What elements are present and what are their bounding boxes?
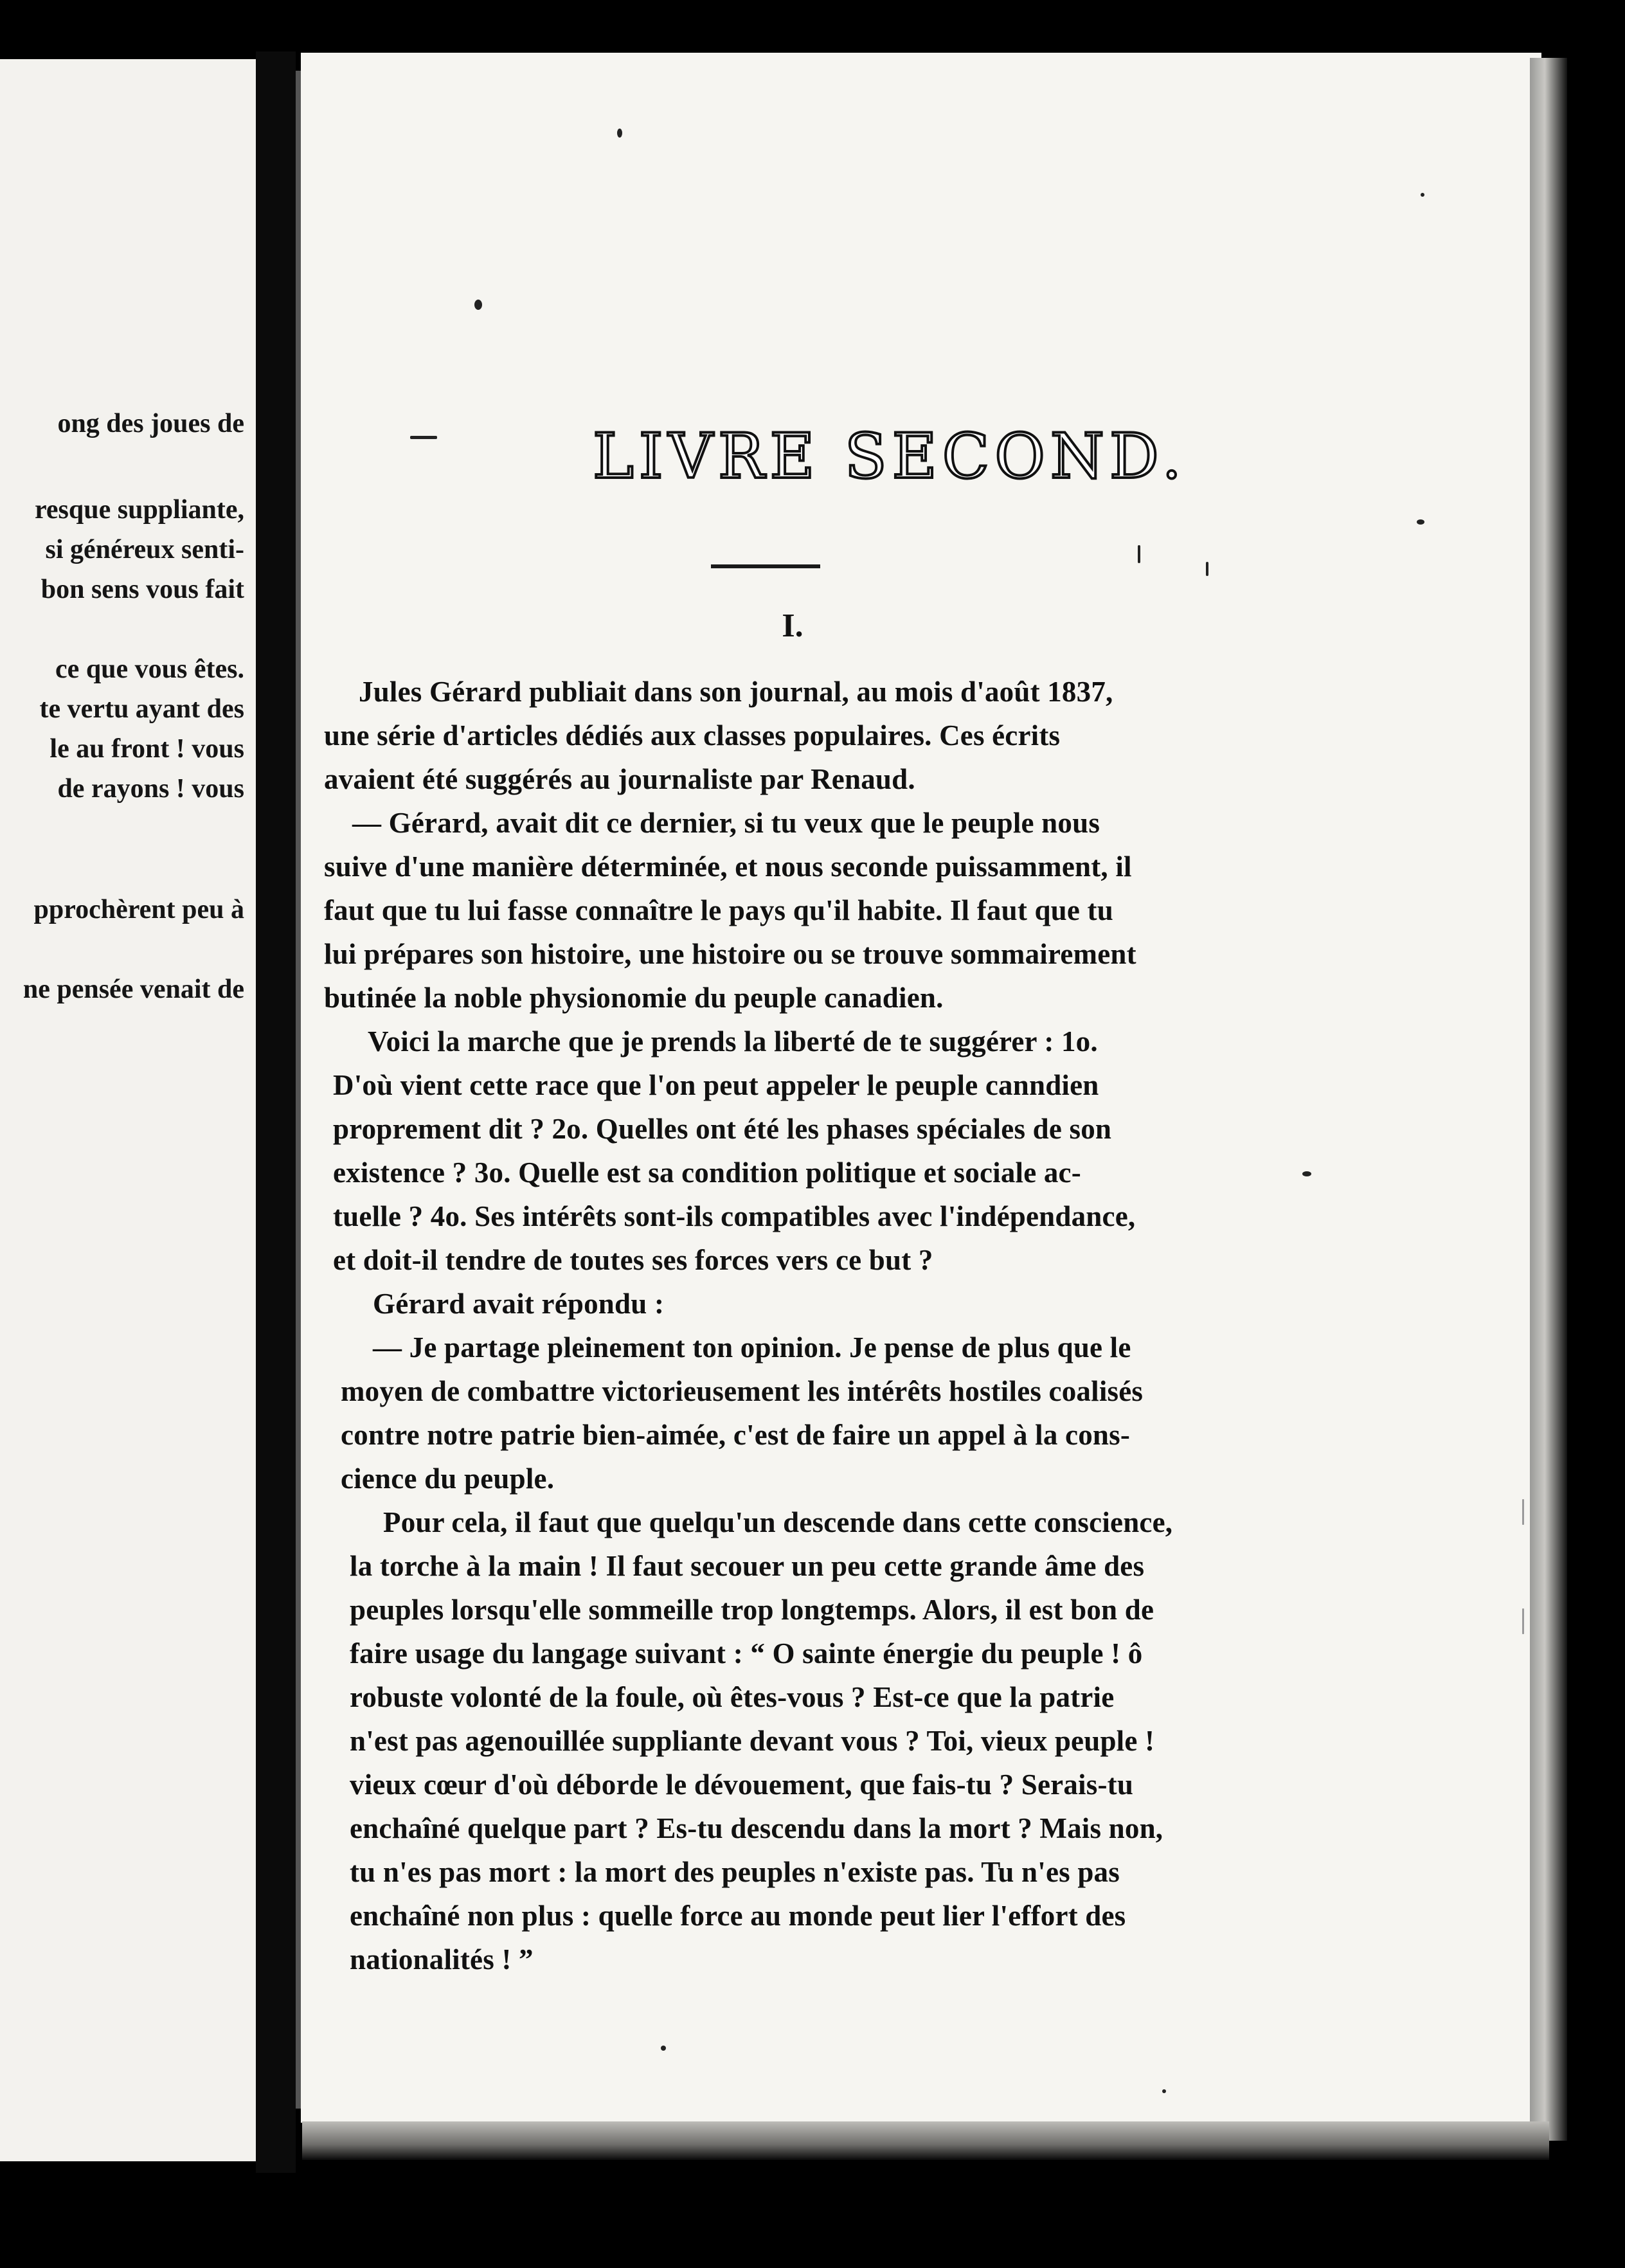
scan-speck (474, 300, 482, 310)
body-line: suive d'une manière déterminée, et nous seconde puissamment, il (324, 851, 1132, 883)
scan-speck (1522, 1608, 1524, 1634)
body-line: nationalités ! ” (350, 1943, 534, 1976)
body-line: Gérard avait répondu : (373, 1288, 665, 1320)
book-heading: LIVRE SECOND. (593, 420, 1187, 492)
body-line: — Je partage pleinement ton opinion. Je pense de plus que le (373, 1331, 1131, 1364)
left-page-line: de rayons ! vous (57, 774, 244, 804)
scan-speck (1522, 1499, 1524, 1525)
body-line: tuelle ? 4o. Ses intérêts sont-ils compatibles avec l'indépendance, (333, 1200, 1136, 1232)
left-page-line: le au front ! vous (49, 734, 244, 764)
book-gutter (256, 51, 296, 2173)
left-facing-page (0, 59, 256, 2161)
body-line: faut que tu lui fasse connaître le pays qu'il habite. Il faut que tu (324, 894, 1113, 926)
body-line: Voici la marche que je prends la liberté de te suggérer : 1o. (368, 1025, 1098, 1058)
scan-speck (1421, 193, 1424, 197)
right-main-page (301, 53, 1541, 2123)
left-page-line: ce que vous êtes. (55, 654, 244, 684)
body-line: proprement dit ? 2o. Quelles ont été les phases spéciales de son (333, 1113, 1112, 1145)
scan-speck (1417, 519, 1424, 525)
body-line: et doit-il tendre de toutes ses forces vers ce but ? (333, 1244, 933, 1276)
body-line: une série d'articles dédiés aux classes populaires. Ces écrits (324, 719, 1061, 752)
body-line: contre notre patrie bien-aimée, c'est de faire un appel à la cons- (341, 1419, 1131, 1451)
body-line: existence ? 3o. Quelle est sa condition politique et sociale ac- (333, 1156, 1081, 1189)
body-line: D'où vient cette race que l'on peut appeler le peuple canndien (333, 1069, 1099, 1101)
scan-speck (1162, 2089, 1166, 2093)
body-line: — Gérard, avait dit ce dernier, si tu veux que le peuple nous (352, 807, 1100, 839)
left-page-line: pprochèrent peu à (33, 895, 244, 924)
body-line: n'est pas agenouillée suppliante devant vous ? Toi, vieux peuple ! (350, 1725, 1155, 1757)
page-bottom-curl (302, 2121, 1549, 2160)
scan-speck (410, 436, 437, 439)
scan-speck (1138, 545, 1140, 563)
left-page-line: si généreux senti- (45, 535, 244, 564)
body-line: peuples lorsqu'elle sommeille trop longtemps. Alors, il est bon de (350, 1594, 1154, 1626)
body-line: Pour cela, il faut que quelqu'un descende dans cette conscience, (383, 1506, 1173, 1538)
body-line: vieux cœur d'où déborde le dévouement, que fais-tu ? Serais-tu (350, 1769, 1134, 1801)
left-page-line: te vertu ayant des (39, 694, 244, 724)
body-line: cience du peuple. (341, 1462, 555, 1495)
left-page-line: ong des joues de (57, 409, 244, 438)
page-edge-shadow (1530, 58, 1567, 2141)
left-page-line: resque suppliante, (35, 495, 244, 525)
body-line: avaient été suggérés au journaliste par Renaud. (324, 763, 915, 795)
chapter-number: I. (782, 608, 804, 644)
body-line: moyen de combattre victorieusement les intérêts hostiles coalisés (341, 1375, 1144, 1407)
scan-speck (1302, 1171, 1311, 1176)
body-line: butinée la noble physionomie du peuple canadien. (324, 982, 944, 1014)
body-line: Jules Gérard publiait dans son journal, au mois d'août 1837, (359, 676, 1113, 708)
scan-speck (617, 129, 622, 138)
body-line: robuste volonté de la foule, où êtes-vous ? Est-ce que la patrie (350, 1681, 1115, 1713)
body-line: tu n'es pas mort : la mort des peuples n'existe pas. Tu n'es pas (350, 1856, 1120, 1888)
body-line: faire usage du langage suivant : “ O sainte énergie du peuple ! ô (350, 1637, 1143, 1670)
body-line: la torche à la main ! Il faut secouer un peu cette grande âme des (350, 1550, 1145, 1582)
left-page-line: bon sens vous fait (40, 575, 244, 604)
left-page-line: ne pensée venait de (22, 975, 244, 1004)
body-line: enchaîné non plus : quelle force au monde peut lier l'effort des (350, 1900, 1126, 1932)
scan-speck (661, 2046, 666, 2051)
scan-speck (1206, 562, 1208, 576)
body-line: enchaîné quelque part ? Es-tu descendu dans la mort ? Mais non, (350, 1812, 1163, 1844)
body-line: lui prépares son histoire, une histoire ou se trouve sommairement (324, 938, 1136, 970)
heading-rule (711, 564, 820, 568)
